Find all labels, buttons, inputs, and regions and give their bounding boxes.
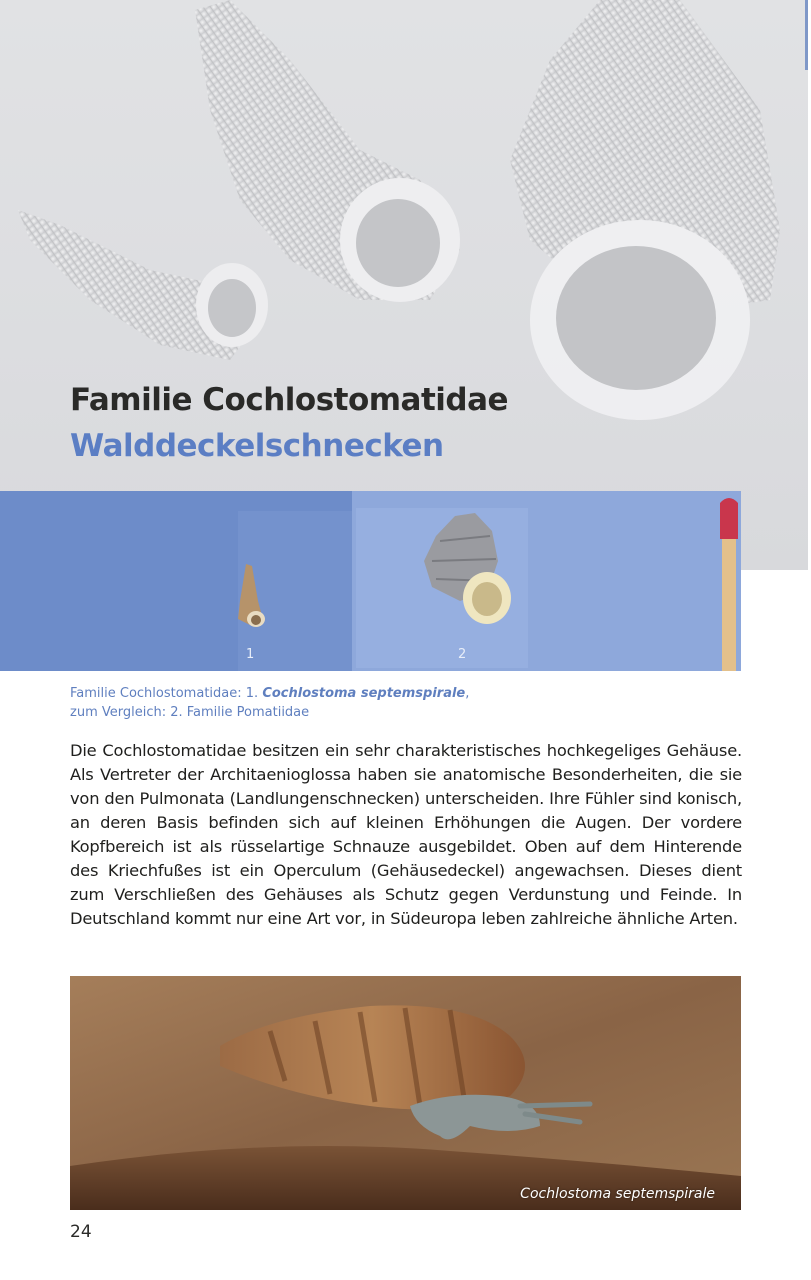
page-number: 24: [70, 1222, 92, 1242]
figure-number-2: 2: [458, 647, 467, 662]
caption-prefix: Familie Cochlostomatidae: 1.: [70, 686, 259, 701]
matchstick: [720, 498, 738, 671]
shell-illustration: [0, 0, 808, 570]
figure-caption: [70, 684, 750, 722]
page-edge-tab: [805, 0, 808, 70]
specimen-1-shell: [238, 564, 265, 627]
snail-photo-art: [70, 976, 741, 1210]
family-subtitle: Walddeckelschnecken: [70, 428, 444, 464]
large-shell-shape: [510, 0, 780, 420]
caption-species: Cochlostoma septemspirale: [262, 686, 466, 701]
figure-number-1: 1: [246, 647, 255, 662]
small-shell-shape: [18, 210, 268, 360]
comparison-specimens: [0, 491, 741, 671]
header-panel: [0, 0, 808, 570]
family-title: Familie Cochlostomatidae: [70, 382, 509, 418]
caption-suffix: ,: [465, 686, 470, 701]
body-paragraph: Die Cochlostomatidae besitzen ein sehr charakteristisches hochkegeliges Gehäuse. Als Vertreter der Architaenioglossa haben sie anatomische Besonderheiten, die sie von den Pulmonata (Landlungenschnecken) unterscheiden. Ihre Fühler sind konisch, an deren Basis befinden sich auf kleinen Erhöhungen die Augen. Der vordere Kopfbereich ist als rüsselartige Schnauze ausgebildet. Oben auf dem Hinterende des Kriechfußes ist ein Operculum (Gehäusedeckel) angewachsen. Dieses dient zum Verschließen des Gehäuses als Schutz gegen Verdunstung und Feinde. In Deutschland kommt nur eine Art vor, in Südeuropa leben zahlreiche ähnliche Arten.: [70, 741, 742, 928]
specimen-2-shell: [424, 513, 511, 624]
caption-line2: zum Vergleich: 2. Familie Pomatiidae: [70, 705, 310, 720]
snail-photo: [70, 976, 741, 1210]
photo-caption: Cochlostoma septemspirale: [520, 1186, 715, 1202]
comparison-strip: [0, 491, 741, 671]
middle-shell-shape: [195, 0, 460, 302]
